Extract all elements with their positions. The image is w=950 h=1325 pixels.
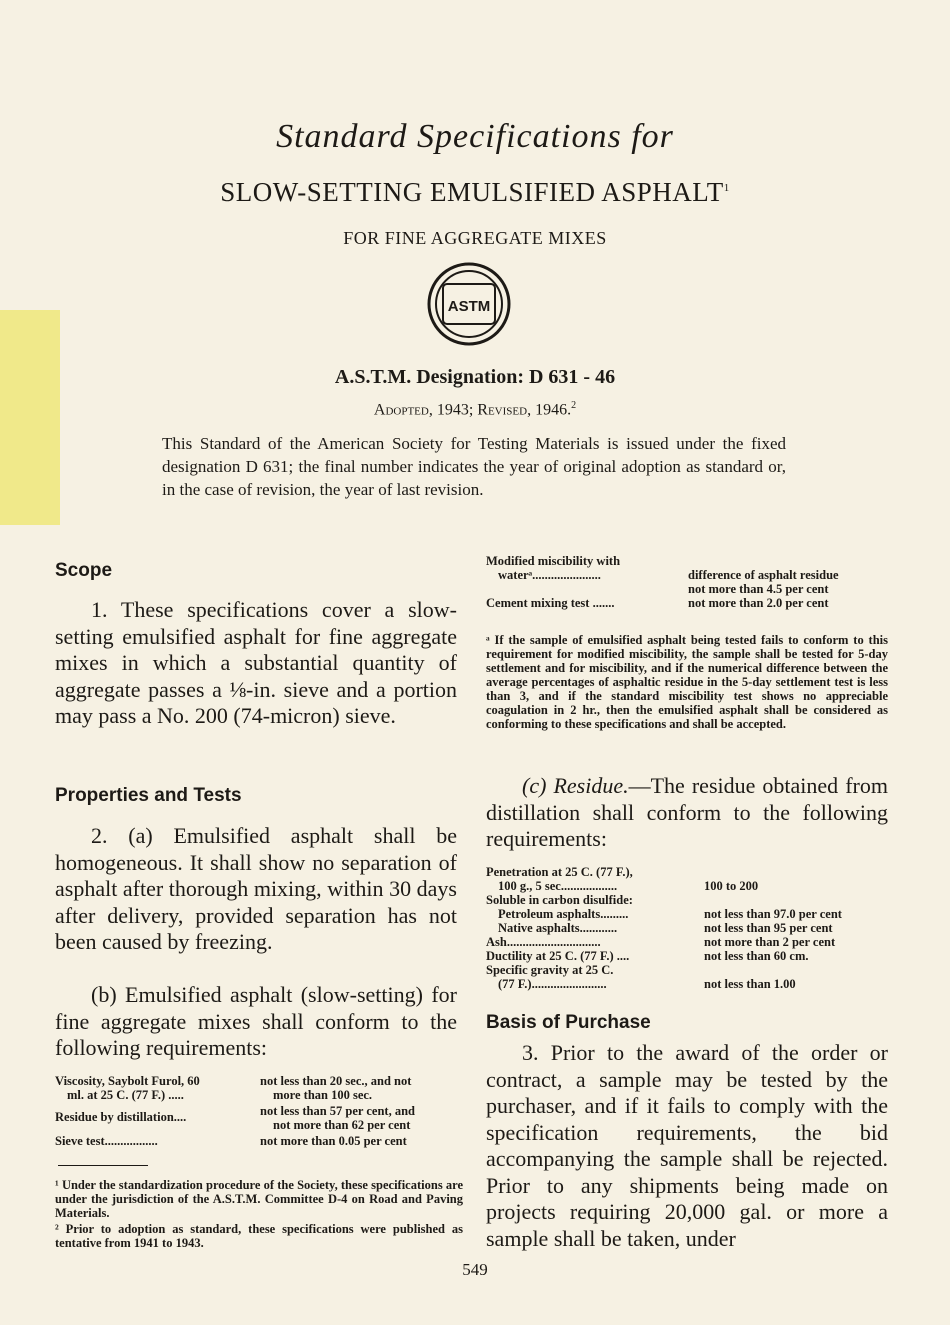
title-main-text: SLOW-SETTING EMULSIFIED ASPHALT: [220, 177, 724, 207]
table-row: [55, 1088, 465, 1102]
scope-paragraph: 1. These specifications cover a slow-setting emulsified asphalt for fine aggregate mixes in which a substantial quantity of aggregate passes a ⅛-in. sieve and a portion may pass a No. 200 (74-micron) sieve.: [55, 597, 457, 728]
residue-label-cell: Penetration at 25 C. (77 F.),: [486, 865, 633, 879]
table-row: [486, 568, 891, 582]
req-value: not more than 0.05 per cent: [260, 1134, 407, 1148]
req-value: not less than 20 sec., and not: [260, 1074, 412, 1088]
residue-value-cell: not less than 1.00: [704, 977, 796, 991]
residue-label-cell: (77 F.)........................: [498, 977, 607, 991]
residue-text: —The residue obtained from distillation shall conform to the following requirements:: [486, 773, 888, 851]
title-main: [0, 177, 950, 208]
cement-value: not more than 2.0 per cent: [688, 596, 829, 610]
intro-paragraph: This Standard of the American Society for Testing Materials is issued under the fixed designation D 631; the final number indicates the year of original adoption as standard or, in the case of revision, the year of last revision.: [162, 434, 786, 499]
table-row: [486, 893, 891, 907]
req-value: not more than 62 per cent: [273, 1118, 411, 1132]
table-row: [486, 935, 891, 949]
table-row: [486, 949, 891, 963]
logo-text: ASTM: [447, 298, 491, 315]
basis-heading: Basis of Purchase: [486, 1012, 651, 1033]
req-value: more than 100 sec.: [273, 1088, 373, 1102]
residue-label-cell: Soluble in carbon disulfide:: [486, 893, 633, 907]
residue-label-cell: Ash..............................: [486, 935, 601, 949]
cement-label: Cement mixing test .......: [486, 596, 615, 610]
footnote-1: ¹ Under the standardization procedure of the Society, these specifications are under the jurisdiction of the A.S.T.M. Committee D-4 on Road and Paving Materials.: [55, 1178, 463, 1220]
residue-value-cell: not less than 60 cm.: [704, 949, 809, 963]
mod-label-cont: waterᵃ......................: [498, 568, 601, 582]
footnote-2: ² Prior to adoption as standard, these specifications were published as tentative from 1941 to 1943.: [55, 1222, 463, 1250]
title-footnote-ref: 1: [723, 182, 730, 194]
residue-label-cell: Ductility at 25 C. (77 F.) ....: [486, 949, 630, 963]
designation: A.S.T.M. Designation: D 631 - 46: [334, 366, 616, 388]
residue-label: (c) Residue.: [522, 773, 629, 798]
req-label: Residue by distillation....: [55, 1110, 187, 1124]
page-number: 549: [462, 1260, 488, 1279]
req-value: not less than 57 per cent, and: [260, 1104, 415, 1118]
paragraph-3: 3. Prior to the award of the order or contract, a sample may be tested by the purchaser, and if it fails to comply with the specification requirements, the bid accompanying the sample shall be rejected. Prior to any shipments being made on projects requiring 20,000 gal. or more a sample shall be taken, under: [486, 1040, 888, 1251]
note-a: ᵃ If the sample of emulsified asphalt being tested fails to conform to this requirement for modified miscibility, the sample shall be tested for 5-day settlement and for miscibility, and if the numerical difference between the average percentages of asphaltic residue in the 5-day settlement test is less than 3, and if the standard miscibility test shows no appreciable coagulation in 2 hr., then the emulsified asphalt shall be considered as conforming to these specifications and shall be accepted.: [486, 633, 888, 731]
table-row: [486, 554, 891, 568]
residue-label-cell: Native asphalts............: [498, 921, 618, 935]
table-row: [486, 879, 891, 893]
title-sub: FOR FINE AGGREGATE MIXES: [343, 228, 607, 248]
table-row: [486, 596, 891, 610]
paragraph-2c: [486, 773, 888, 853]
requirements-table: [55, 1074, 465, 1148]
mod-label: Modified miscibility with: [486, 554, 621, 568]
paragraph-2b: (b) Emulsified asphalt (slow-setting) for fine aggregate mixes shall conform to the following requirements:: [55, 982, 457, 1060]
req-label: ml. at 25 C. (77 F.) .....: [67, 1088, 184, 1102]
residue-label-cell: Specific gravity at 25 C.: [486, 963, 614, 977]
table-row: [486, 907, 891, 921]
miscibility-table: [486, 554, 891, 610]
astm-logo-icon: [427, 262, 511, 346]
table-row: [486, 865, 891, 879]
table-row: [486, 963, 891, 977]
footnote-divider: [58, 1165, 148, 1166]
req-label: Viscosity, Saybolt Furol, 60: [55, 1074, 200, 1088]
residue-value-cell: 100 to 200: [704, 879, 759, 893]
adopted-text: Adopted, 1943; Revised, 1946.: [373, 401, 572, 419]
scope-heading: Scope: [55, 560, 113, 581]
adopted-footnote-ref: 2: [571, 400, 577, 411]
table-row: [486, 582, 891, 596]
table-row: [55, 1118, 465, 1132]
table-row: [55, 1074, 465, 1088]
req-label: Sieve test.................: [55, 1134, 158, 1148]
properties-heading: Properties and Tests: [55, 785, 242, 806]
adopted-line: [0, 400, 950, 419]
mod-value-cont: not more than 4.5 per cent: [688, 582, 829, 596]
residue-label-cell: 100 g., 5 sec..................: [498, 879, 618, 893]
table-row: [486, 921, 891, 935]
residue-value-cell: not less than 97.0 per cent: [704, 907, 842, 921]
residue-table: [486, 865, 891, 991]
table-row: [486, 977, 891, 991]
residue-value-cell: not less than 95 per cent: [704, 921, 833, 935]
table-row: [55, 1134, 465, 1148]
residue-label-cell: Petroleum asphalts.........: [498, 907, 629, 921]
residue-value-cell: not more than 2 per cent: [704, 935, 836, 949]
title-italic: Standard Specifications for: [276, 118, 674, 155]
mod-value: difference of asphalt residue: [688, 568, 839, 582]
table-row: [55, 1104, 465, 1124]
paragraph-2a: 2. (a) Emulsified asphalt shall be homogeneous. It shall show no separation of asphalt after thorough mixing, within 30 days after delivery, provided separation has not been caused by freezing.: [55, 823, 457, 954]
